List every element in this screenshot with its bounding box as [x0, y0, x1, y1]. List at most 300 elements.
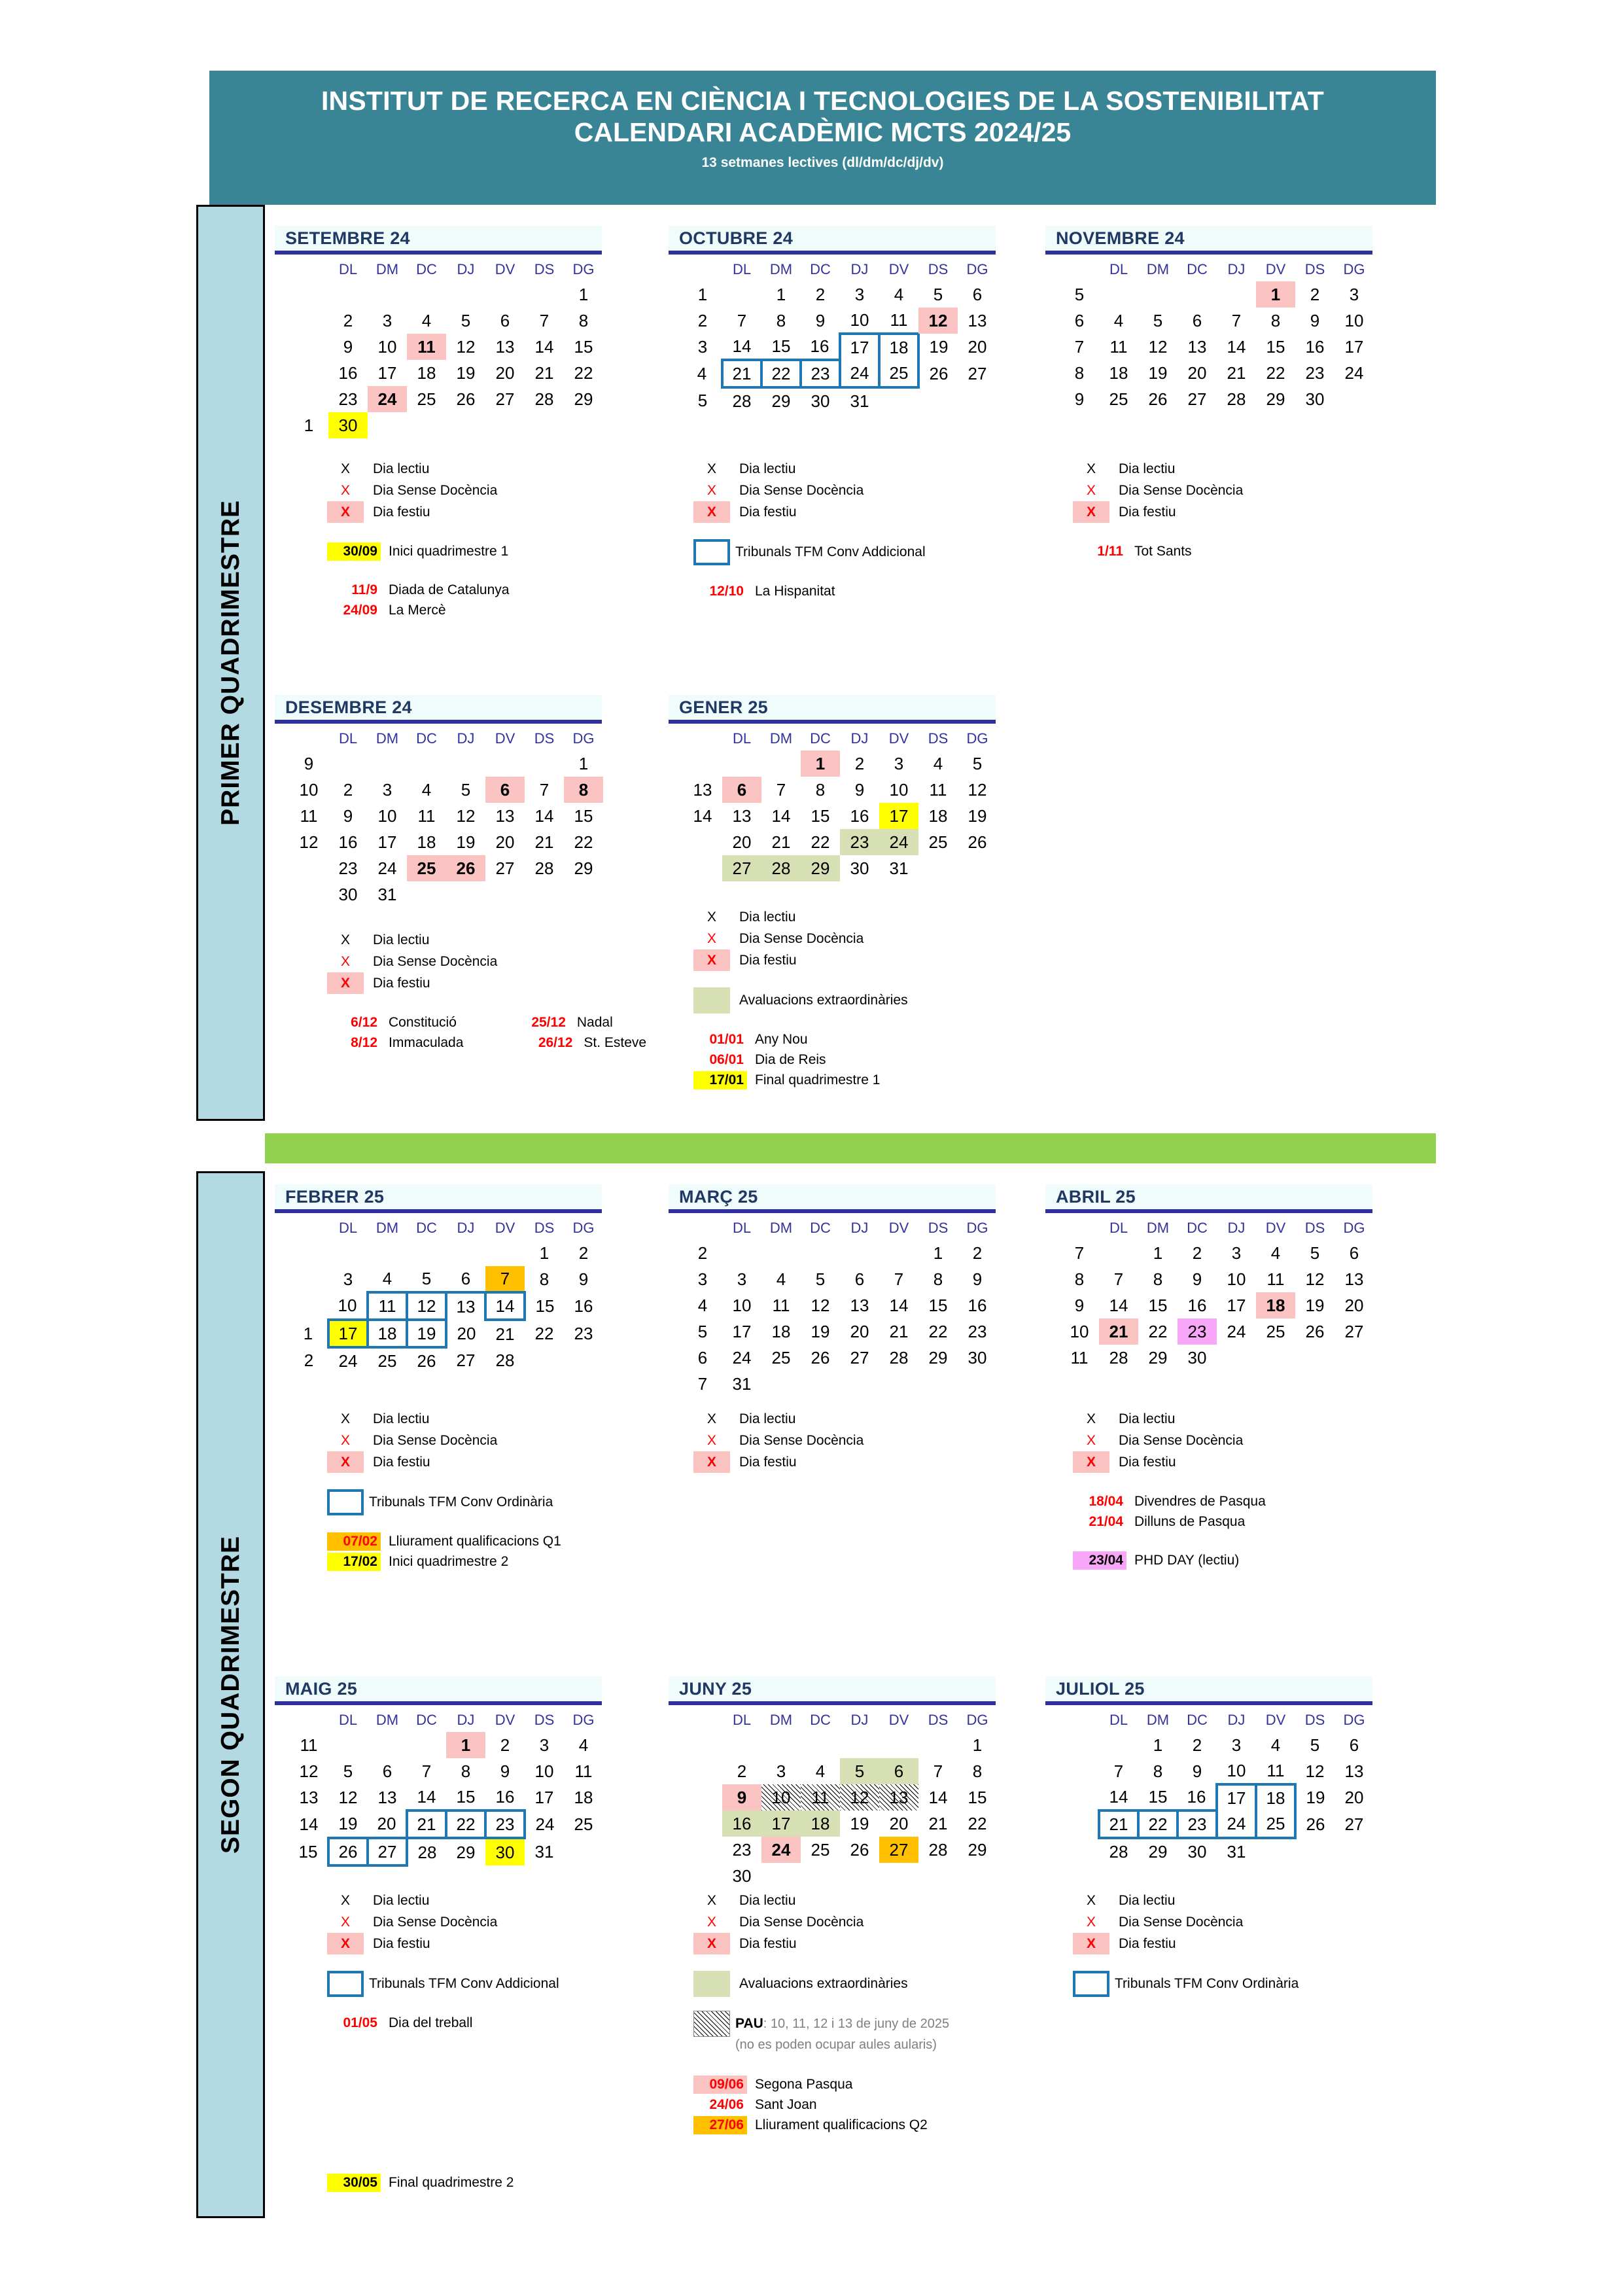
day-cell[interactable]: 21	[889, 1322, 909, 1341]
day-cell[interactable]: 8	[1153, 1761, 1163, 1781]
day-cell[interactable]: 28	[732, 391, 752, 411]
day-cell[interactable]: 30	[1305, 389, 1325, 409]
day-cell[interactable]: 17	[761, 1810, 801, 1837]
day-cell[interactable]: 23	[1305, 363, 1325, 383]
day-cell[interactable]: 25	[574, 1814, 593, 1834]
day-cell[interactable]: 16	[574, 1296, 593, 1316]
day-cell[interactable]: 23	[338, 858, 358, 878]
day-cell[interactable]: 25	[1266, 1322, 1285, 1341]
day-cell[interactable]: 7	[539, 311, 550, 330]
day-cell[interactable]: 20	[495, 363, 515, 383]
day-cell[interactable]: 2	[343, 780, 353, 800]
day-cell[interactable]: 7	[539, 780, 550, 800]
day-cell[interactable]: 24	[368, 386, 407, 412]
day-cell[interactable]: 18	[1256, 1784, 1295, 1810]
day-cell[interactable]: 8	[564, 777, 603, 803]
day-cell[interactable]: 28	[534, 858, 554, 878]
day-cell[interactable]: 15	[968, 1788, 987, 1807]
day-cell[interactable]: 28	[495, 1351, 515, 1370]
day-cell[interactable]: 22	[1148, 1322, 1168, 1341]
day-cell[interactable]: 18	[928, 806, 948, 826]
day-cell[interactable]: 1	[776, 285, 786, 304]
day-cell[interactable]: 15	[574, 337, 593, 357]
day-cell[interactable]: 26	[968, 832, 987, 852]
day-cell[interactable]: 20	[850, 1322, 869, 1341]
day-cell[interactable]: 16	[338, 832, 358, 852]
day-cell[interactable]: 13	[968, 311, 987, 330]
day-cell[interactable]: 2	[500, 1735, 510, 1755]
day-cell[interactable]: 3	[776, 1761, 786, 1781]
day-cell[interactable]: 26	[1305, 1322, 1325, 1341]
day-cell[interactable]: 12	[840, 1784, 879, 1810]
day-cell[interactable]: 8	[776, 311, 786, 330]
day-cell[interactable]: 8	[1153, 1269, 1163, 1289]
day-cell[interactable]: 23	[801, 360, 840, 387]
day-cell[interactable]: 30	[850, 858, 869, 878]
day-cell[interactable]: 1	[578, 754, 589, 773]
day-cell[interactable]: 15	[456, 1787, 476, 1807]
day-cell[interactable]: 30	[328, 412, 368, 438]
day-cell[interactable]: 5	[972, 754, 983, 773]
day-cell[interactable]: 30	[968, 1348, 987, 1368]
day-cell[interactable]: 7	[421, 1761, 432, 1781]
day-cell[interactable]: 25	[1109, 389, 1128, 409]
day-cell[interactable]: 14	[1109, 1296, 1128, 1315]
day-cell[interactable]: 7	[776, 780, 786, 800]
day-cell[interactable]: 26	[328, 1838, 368, 1865]
day-cell[interactable]: 4	[421, 311, 432, 330]
day-cell[interactable]: 13	[850, 1296, 869, 1315]
day-cell[interactable]: 15	[1148, 1787, 1168, 1807]
day-cell[interactable]: 15	[574, 806, 593, 826]
day-cell[interactable]: 29	[928, 1348, 948, 1368]
day-cell[interactable]: 11	[1266, 1761, 1285, 1780]
day-cell[interactable]: 29	[574, 858, 593, 878]
day-cell[interactable]: 1	[578, 285, 589, 304]
day-cell[interactable]: 29	[771, 391, 791, 411]
day-cell[interactable]: 27	[722, 855, 761, 881]
day-cell[interactable]: 5	[1153, 311, 1163, 330]
day-cell[interactable]: 21	[1227, 363, 1246, 383]
day-cell[interactable]: 5	[461, 780, 471, 800]
day-cell[interactable]: 7	[1231, 311, 1242, 330]
day-cell[interactable]: 10	[377, 337, 397, 357]
day-cell[interactable]: 28	[417, 1843, 437, 1862]
day-cell[interactable]: 28	[761, 855, 801, 881]
day-cell[interactable]: 21	[722, 360, 761, 387]
day-cell[interactable]: 21	[534, 832, 554, 852]
day-cell[interactable]: 4	[578, 1735, 589, 1755]
day-cell[interactable]: 20	[1187, 363, 1207, 383]
day-cell[interactable]: 17	[1217, 1784, 1256, 1810]
day-cell[interactable]: 19	[929, 337, 949, 357]
day-cell[interactable]: 16	[1187, 1296, 1207, 1315]
day-cell[interactable]: 18	[1256, 1292, 1295, 1318]
day-cell[interactable]: 6	[722, 777, 761, 803]
day-cell[interactable]: 4	[1113, 311, 1124, 330]
day-cell[interactable]: 9	[972, 1269, 983, 1289]
day-cell[interactable]: 26	[1148, 389, 1168, 409]
day-cell[interactable]: 20	[457, 1324, 476, 1343]
day-cell[interactable]: 20	[1344, 1296, 1364, 1315]
day-cell[interactable]: 26	[1306, 1814, 1325, 1834]
day-cell[interactable]: 20	[495, 832, 515, 852]
day-cell[interactable]: 18	[368, 1320, 407, 1347]
day-cell[interactable]: 4	[1270, 1735, 1281, 1755]
day-cell[interactable]: 5	[815, 1269, 826, 1289]
day-cell[interactable]: 15	[811, 806, 830, 826]
day-cell[interactable]: 25	[417, 389, 436, 409]
day-cell[interactable]: 3	[343, 1269, 353, 1289]
day-cell[interactable]: 19	[338, 1814, 358, 1833]
day-cell[interactable]: 15	[1148, 1296, 1168, 1315]
day-cell[interactable]: 3	[1231, 1243, 1242, 1263]
day-cell[interactable]: 18	[1109, 363, 1128, 383]
day-cell[interactable]: 12	[968, 780, 987, 800]
day-cell[interactable]: 2	[343, 311, 353, 330]
day-cell[interactable]: 19	[407, 1320, 446, 1347]
day-cell[interactable]: 23	[485, 1810, 525, 1838]
day-cell[interactable]: 1	[1256, 281, 1295, 308]
day-cell[interactable]: 29	[801, 855, 840, 881]
day-cell[interactable]: 28	[1109, 1842, 1128, 1862]
day-cell[interactable]: 31	[1227, 1842, 1246, 1862]
day-cell[interactable]: 21	[534, 363, 554, 383]
day-cell[interactable]: 13	[495, 806, 515, 826]
day-cell[interactable]: 6	[485, 777, 525, 803]
day-cell[interactable]: 25	[377, 1351, 397, 1371]
day-cell[interactable]: 28	[928, 1840, 948, 1860]
day-cell[interactable]: 20	[889, 1814, 909, 1833]
day-cell[interactable]: 14	[417, 1787, 436, 1807]
day-cell[interactable]: 13	[1344, 1761, 1364, 1781]
day-cell[interactable]: 24	[1217, 1810, 1256, 1838]
day-cell[interactable]: 3	[737, 1269, 747, 1289]
day-cell[interactable]: 25	[771, 1348, 791, 1368]
day-cell[interactable]: 6	[461, 1269, 471, 1288]
day-cell[interactable]: 13	[377, 1788, 397, 1807]
day-cell[interactable]: 8	[578, 311, 589, 330]
day-cell[interactable]: 1	[1153, 1735, 1163, 1755]
day-cell[interactable]: 27	[968, 364, 987, 383]
day-cell[interactable]: 23	[1178, 1318, 1217, 1345]
day-cell[interactable]: 28	[1227, 389, 1246, 409]
day-cell[interactable]: 13	[732, 806, 752, 826]
day-cell[interactable]: 22	[446, 1810, 485, 1838]
day-cell[interactable]: 17	[732, 1322, 752, 1341]
day-cell[interactable]: 10	[1344, 311, 1364, 330]
day-cell[interactable]: 30	[1187, 1348, 1207, 1368]
day-cell[interactable]: 18	[771, 1322, 791, 1341]
day-cell[interactable]: 29	[574, 389, 593, 409]
day-cell[interactable]: 12	[1148, 337, 1168, 357]
day-cell[interactable]: 21	[495, 1324, 515, 1344]
day-cell[interactable]: 28	[534, 389, 554, 409]
day-cell[interactable]: 7	[485, 1266, 525, 1292]
day-cell[interactable]: 14	[732, 336, 752, 356]
day-cell[interactable]: 2	[815, 285, 826, 304]
day-cell[interactable]: 16	[722, 1810, 761, 1837]
day-cell[interactable]: 12	[1305, 1269, 1325, 1289]
day-cell[interactable]: 30	[732, 1866, 752, 1886]
day-cell[interactable]: 6	[1349, 1243, 1359, 1263]
day-cell[interactable]: 12	[456, 806, 476, 826]
day-cell[interactable]: 7	[1113, 1269, 1124, 1289]
day-cell[interactable]: 5	[1310, 1243, 1320, 1263]
day-cell[interactable]: 28	[889, 1348, 909, 1368]
day-cell[interactable]: 14	[771, 806, 791, 826]
day-cell[interactable]: 5	[1310, 1735, 1320, 1755]
day-cell[interactable]: 23	[338, 389, 358, 409]
day-cell[interactable]: 4	[933, 754, 943, 773]
day-cell[interactable]: 14	[534, 337, 554, 357]
day-cell[interactable]: 2	[972, 1243, 983, 1263]
day-cell[interactable]: 27	[495, 389, 515, 409]
day-cell[interactable]: 11	[368, 1292, 407, 1320]
day-cell[interactable]: 31	[850, 391, 869, 411]
day-cell[interactable]: 24	[1227, 1322, 1246, 1341]
day-cell[interactable]: 23	[732, 1840, 752, 1860]
day-cell[interactable]: 5	[933, 285, 943, 304]
day-cell[interactable]: 2	[1192, 1735, 1202, 1755]
day-cell[interactable]: 26	[929, 364, 949, 383]
day-cell[interactable]: 15	[535, 1296, 555, 1316]
day-cell[interactable]: 30	[485, 1838, 525, 1865]
day-cell[interactable]: 24	[377, 858, 397, 878]
day-cell[interactable]: 3	[894, 754, 904, 773]
day-cell[interactable]: 9	[1192, 1269, 1202, 1289]
day-cell[interactable]: 31	[534, 1842, 554, 1862]
day-cell[interactable]: 4	[815, 1761, 826, 1781]
day-cell[interactable]: 1	[933, 1243, 943, 1263]
day-cell[interactable]: 4	[776, 1269, 786, 1289]
day-cell[interactable]: 16	[495, 1787, 515, 1807]
day-cell[interactable]: 5	[421, 1269, 432, 1288]
day-cell[interactable]: 11	[772, 1296, 790, 1315]
day-cell[interactable]: 31	[732, 1374, 752, 1394]
day-cell[interactable]: 11	[1266, 1269, 1285, 1289]
day-cell[interactable]: 14	[928, 1788, 948, 1807]
day-cell[interactable]: 9	[815, 311, 826, 330]
day-cell[interactable]: 29	[1148, 1842, 1168, 1862]
day-cell[interactable]: 17	[1227, 1296, 1246, 1315]
day-cell[interactable]: 6	[1192, 311, 1202, 330]
day-cell[interactable]: 11	[574, 1761, 593, 1781]
day-cell[interactable]: 27	[495, 858, 515, 878]
day-cell[interactable]: 22	[574, 363, 593, 383]
day-cell[interactable]: 24	[1344, 363, 1364, 383]
day-cell[interactable]: 4	[894, 285, 904, 304]
day-cell[interactable]: 10	[1227, 1269, 1246, 1289]
day-cell[interactable]: 25	[811, 1840, 830, 1860]
day-cell[interactable]: 16	[850, 806, 869, 826]
day-cell[interactable]: 8	[461, 1761, 471, 1781]
day-cell[interactable]: 5	[461, 311, 471, 330]
day-cell[interactable]: 16	[1305, 337, 1325, 357]
day-cell[interactable]: 11	[417, 806, 436, 826]
day-cell[interactable]: 20	[377, 1814, 396, 1833]
day-cell[interactable]: 22	[968, 1814, 987, 1833]
day-cell[interactable]: 24	[732, 1348, 752, 1368]
day-cell[interactable]: 16	[338, 363, 358, 383]
day-cell[interactable]: 8	[972, 1761, 983, 1781]
day-cell[interactable]: 17	[377, 832, 397, 852]
day-cell[interactable]: 13	[495, 337, 515, 357]
day-cell[interactable]: 22	[574, 832, 593, 852]
day-cell[interactable]: 23	[1178, 1810, 1217, 1838]
day-cell[interactable]: 11	[890, 310, 908, 330]
day-cell[interactable]: 22	[761, 360, 801, 387]
day-cell[interactable]: 24	[879, 829, 918, 855]
day-cell[interactable]: 17	[377, 363, 397, 383]
day-cell[interactable]: 11	[1109, 337, 1128, 357]
day-cell[interactable]: 23	[574, 1324, 593, 1343]
day-cell[interactable]: 18	[574, 1788, 593, 1807]
day-cell[interactable]: 29	[968, 1840, 987, 1860]
day-cell[interactable]: 9	[343, 806, 353, 826]
day-cell[interactable]: 15	[1266, 337, 1285, 357]
day-cell[interactable]: 2	[737, 1761, 747, 1781]
day-cell[interactable]: 29	[1148, 1348, 1168, 1368]
day-cell[interactable]: 31	[377, 885, 397, 904]
day-cell[interactable]: 9	[578, 1269, 589, 1289]
day-cell[interactable]: 15	[771, 336, 791, 356]
day-cell[interactable]: 19	[1148, 363, 1168, 383]
day-cell[interactable]: 2	[1310, 285, 1320, 304]
day-cell[interactable]: 1	[972, 1735, 983, 1755]
day-cell[interactable]: 8	[1270, 311, 1281, 330]
day-cell[interactable]: 11	[407, 334, 446, 360]
day-cell[interactable]: 2	[1192, 1243, 1202, 1263]
day-cell[interactable]: 19	[456, 832, 476, 852]
day-cell[interactable]: 30	[811, 391, 830, 411]
day-cell[interactable]: 25	[407, 855, 446, 881]
day-cell[interactable]: 10	[1227, 1761, 1246, 1780]
day-cell[interactable]: 10	[761, 1784, 801, 1810]
day-cell[interactable]: 6	[854, 1269, 865, 1289]
day-cell[interactable]: 3	[382, 311, 393, 330]
day-cell[interactable]: 6	[500, 311, 510, 330]
day-cell[interactable]: 9	[1310, 311, 1320, 330]
day-cell[interactable]: 14	[889, 1296, 909, 1315]
day-cell[interactable]: 12	[1305, 1761, 1325, 1781]
day-cell[interactable]: 9	[722, 1784, 761, 1810]
day-cell[interactable]: 23	[840, 829, 879, 855]
day-cell[interactable]: 2	[854, 754, 865, 773]
day-cell[interactable]: 1	[446, 1732, 485, 1758]
day-cell[interactable]: 3	[1349, 285, 1359, 304]
day-cell[interactable]: 27	[368, 1838, 407, 1865]
day-cell[interactable]: 27	[1344, 1814, 1364, 1834]
day-cell[interactable]: 26	[446, 855, 485, 881]
day-cell[interactable]: 11	[801, 1784, 840, 1810]
day-cell[interactable]: 10	[889, 780, 909, 800]
day-cell[interactable]: 27	[850, 1348, 869, 1368]
day-cell[interactable]: 11	[929, 780, 947, 800]
day-cell[interactable]: 20	[968, 337, 987, 357]
day-cell[interactable]: 17	[1344, 337, 1364, 357]
day-cell[interactable]: 18	[801, 1810, 840, 1837]
day-cell[interactable]: 19	[811, 1322, 830, 1341]
day-cell[interactable]: 17	[328, 1320, 368, 1347]
day-cell[interactable]: 31	[889, 858, 909, 878]
day-cell[interactable]: 18	[879, 334, 918, 360]
day-cell[interactable]: 21	[771, 832, 791, 852]
day-cell[interactable]: 24	[535, 1814, 555, 1834]
day-cell[interactable]: 13	[446, 1292, 485, 1320]
day-cell[interactable]: 14	[1109, 1787, 1128, 1807]
day-cell[interactable]: 12	[338, 1788, 358, 1807]
day-cell[interactable]: 12	[456, 337, 476, 357]
day-cell[interactable]: 21	[1099, 1810, 1138, 1838]
day-cell[interactable]: 22	[1138, 1810, 1178, 1838]
day-cell[interactable]: 25	[879, 360, 918, 387]
day-cell[interactable]: 3	[382, 780, 393, 800]
day-cell[interactable]: 26	[417, 1351, 436, 1371]
day-cell[interactable]: 30	[1187, 1842, 1207, 1862]
day-cell[interactable]: 22	[534, 1324, 554, 1343]
day-cell[interactable]: 23	[968, 1322, 987, 1341]
day-cell[interactable]: 19	[1306, 1788, 1325, 1807]
day-cell[interactable]: 28	[1109, 1348, 1128, 1368]
day-cell[interactable]: 3	[1231, 1735, 1242, 1755]
day-cell[interactable]: 6	[1349, 1735, 1359, 1755]
day-cell[interactable]: 24	[840, 360, 879, 387]
day-cell[interactable]: 19	[1305, 1296, 1325, 1315]
day-cell[interactable]: 9	[343, 337, 353, 357]
day-cell[interactable]: 13	[1187, 337, 1207, 357]
day-cell[interactable]: 16	[1187, 1787, 1206, 1807]
day-cell[interactable]: 19	[850, 1814, 869, 1833]
day-cell[interactable]: 24	[761, 1837, 801, 1863]
day-cell[interactable]: 8	[539, 1269, 550, 1289]
day-cell[interactable]: 12	[811, 1296, 830, 1315]
day-cell[interactable]: 27	[1344, 1322, 1364, 1341]
day-cell[interactable]: 29	[1266, 389, 1285, 409]
day-cell[interactable]: 15	[928, 1296, 948, 1315]
day-cell[interactable]: 21	[928, 1814, 948, 1833]
day-cell[interactable]: 26	[456, 389, 476, 409]
day-cell[interactable]: 21	[1099, 1318, 1138, 1345]
day-cell[interactable]: 19	[456, 363, 476, 383]
day-cell[interactable]: 8	[815, 780, 826, 800]
day-cell[interactable]: 21	[407, 1810, 446, 1838]
day-cell[interactable]: 14	[1227, 337, 1246, 357]
day-cell[interactable]: 6	[972, 285, 983, 304]
day-cell[interactable]: 3	[539, 1735, 550, 1755]
day-cell[interactable]: 9	[1192, 1761, 1202, 1781]
day-cell[interactable]: 14	[534, 806, 554, 826]
day-cell[interactable]: 5	[840, 1758, 879, 1784]
day-cell[interactable]: 2	[578, 1243, 589, 1263]
day-cell[interactable]: 8	[933, 1269, 943, 1289]
day-cell[interactable]: 22	[1266, 363, 1285, 383]
day-cell[interactable]: 25	[928, 832, 948, 852]
day-cell[interactable]: 14	[485, 1292, 525, 1320]
day-cell[interactable]: 1	[1153, 1243, 1163, 1263]
day-cell[interactable]: 7	[1113, 1761, 1124, 1781]
day-cell[interactable]: 4	[421, 780, 432, 800]
day-cell[interactable]: 30	[338, 885, 358, 904]
day-cell[interactable]: 20	[732, 832, 752, 852]
day-cell[interactable]: 7	[894, 1269, 904, 1289]
day-cell[interactable]: 17	[840, 334, 879, 360]
day-cell[interactable]: 12	[918, 308, 958, 334]
day-cell[interactable]: 26	[811, 1348, 830, 1368]
day-cell[interactable]: 18	[417, 363, 436, 383]
day-cell[interactable]: 27	[1187, 389, 1207, 409]
day-cell[interactable]: 10	[732, 1296, 752, 1315]
